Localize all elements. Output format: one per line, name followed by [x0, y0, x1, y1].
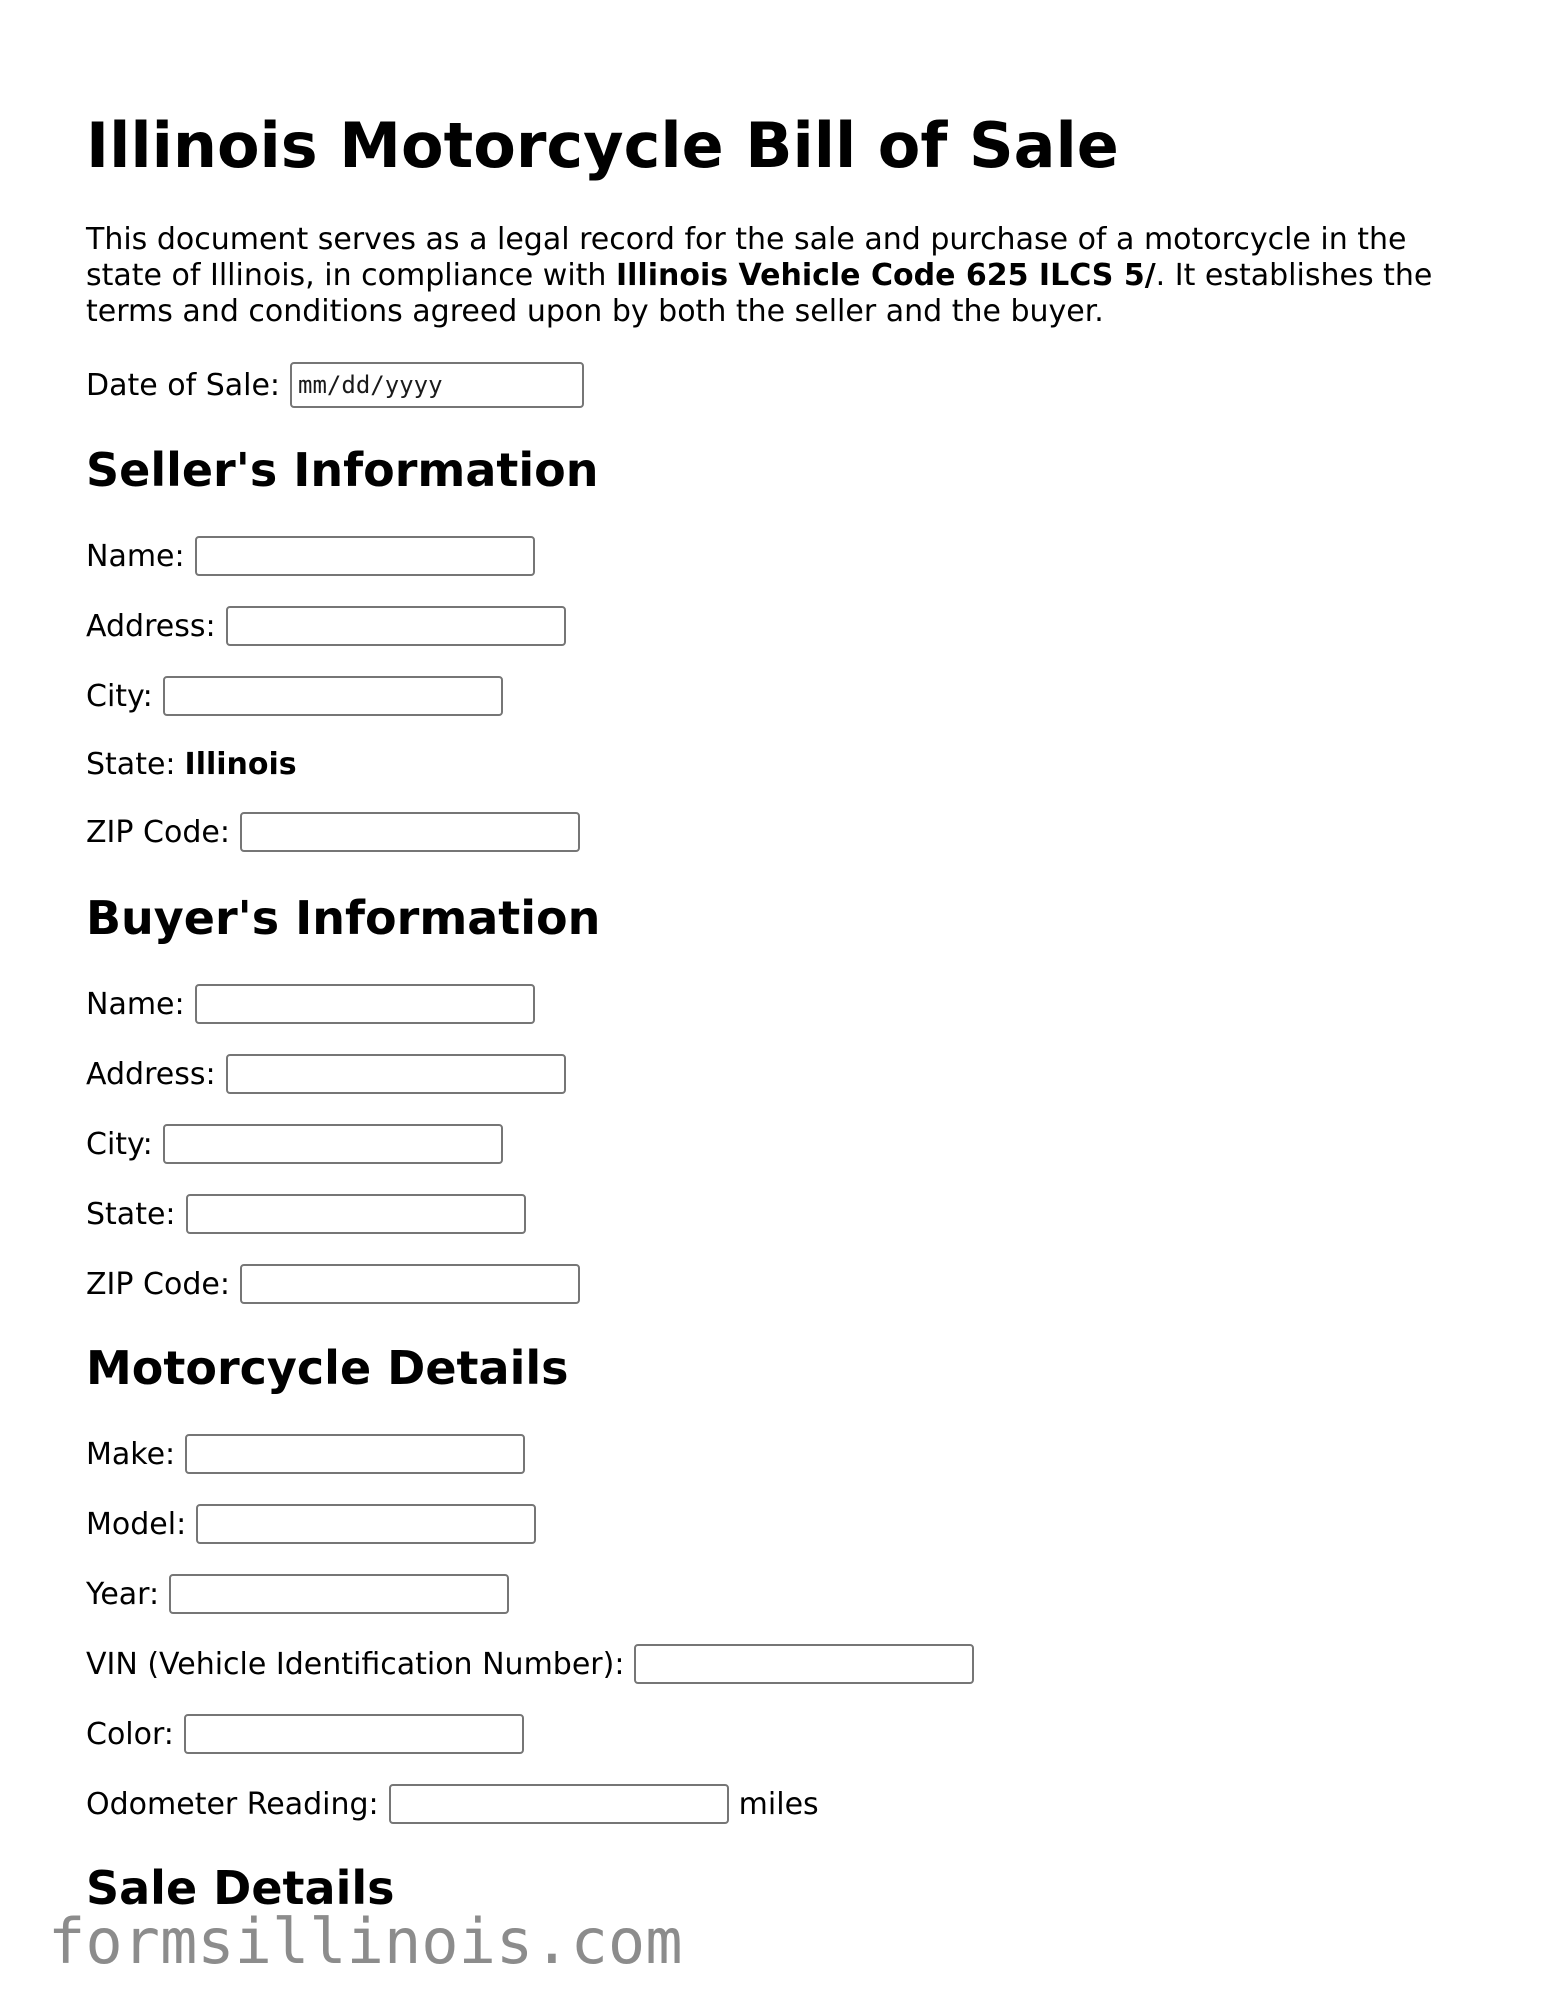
motorcycle-color-row [86, 1714, 524, 1754]
date-of-sale-input[interactable] [290, 362, 584, 408]
buyer-name-row [86, 984, 535, 1024]
motorcycle-odometer-input[interactable] [389, 1784, 729, 1824]
intro-text-before: This document serves as a legal record for the sale and purchase of a motorcycle in the state of Illinois, in compliance with [86, 222, 1407, 293]
buyer-address-row [86, 1054, 566, 1094]
buyer-name-input[interactable] [195, 984, 535, 1024]
intro-paragraph [86, 222, 1486, 330]
date-of-sale-label: Date of Sale: [86, 367, 281, 403]
buyer-city-input[interactable] [163, 1124, 503, 1164]
seller-address-row [86, 606, 566, 646]
motorcycle-model-input[interactable] [196, 1504, 536, 1544]
buyer-city-row [86, 1124, 503, 1164]
buyer-state-row [86, 1194, 526, 1234]
date-of-sale-row [86, 362, 584, 408]
motorcycle-year-input[interactable] [169, 1574, 509, 1614]
seller-city-input[interactable] [163, 676, 503, 716]
buyer-city-label: City: [86, 1126, 153, 1162]
motorcycle-make-row [86, 1434, 525, 1474]
buyer-state-input[interactable] [186, 1194, 526, 1234]
seller-name-label: Name: [86, 538, 185, 574]
intro-text-after: . It establishes the terms and conditions agreed upon by both the seller and the buyer. [86, 258, 1433, 329]
motorcycle-color-label: Color: [86, 1716, 174, 1752]
motorcycle-odometer-label: Odometer Reading: [86, 1786, 379, 1822]
page-title: Illinois Motorcycle Bill of Sale [86, 109, 1119, 182]
motorcycle-section-heading: Motorcycle Details [86, 1341, 569, 1395]
buyer-zip-label: ZIP Code: [86, 1266, 230, 1302]
seller-name-row [86, 536, 535, 576]
sale-details-section-heading: Sale Details [86, 1861, 395, 1915]
seller-state-row [86, 744, 297, 784]
motorcycle-model-row [86, 1504, 536, 1544]
seller-state-label: State: [86, 746, 176, 782]
buyer-zip-row [86, 1264, 580, 1304]
buyer-address-input[interactable] [226, 1054, 566, 1094]
seller-city-label: City: [86, 678, 153, 714]
motorcycle-vin-input[interactable] [634, 1644, 974, 1684]
watermark-text: formsillinois.com [48, 1905, 683, 1978]
seller-address-label: Address: [86, 608, 216, 644]
motorcycle-year-row [86, 1574, 509, 1614]
seller-zip-label: ZIP Code: [86, 814, 230, 850]
seller-zip-input[interactable] [240, 812, 580, 852]
seller-address-input[interactable] [226, 606, 566, 646]
seller-section-heading: Seller's Information [86, 443, 599, 497]
motorcycle-make-label: Make: [86, 1436, 176, 1472]
motorcycle-color-input[interactable] [184, 1714, 524, 1754]
buyer-section-heading: Buyer's Information [86, 891, 601, 945]
intro-vehicle-code: Illinois Vehicle Code 625 ILCS 5/ [615, 258, 1156, 293]
seller-zip-row [86, 812, 580, 852]
motorcycle-year-label: Year: [86, 1576, 160, 1612]
motorcycle-vin-row [86, 1644, 974, 1684]
motorcycle-model-label: Model: [86, 1506, 187, 1542]
motorcycle-vin-label: VIN (Vehicle Identification Number): [86, 1646, 625, 1682]
buyer-zip-input[interactable] [240, 1264, 580, 1304]
buyer-address-label: Address: [86, 1056, 216, 1092]
seller-name-input[interactable] [195, 536, 535, 576]
seller-state-value: Illinois [184, 746, 297, 782]
buyer-state-label: State: [86, 1196, 176, 1232]
buyer-name-label: Name: [86, 986, 185, 1022]
odometer-unit-label: miles [738, 1786, 819, 1822]
motorcycle-odometer-row [86, 1784, 819, 1824]
seller-city-row [86, 676, 503, 716]
motorcycle-make-input[interactable] [185, 1434, 525, 1474]
